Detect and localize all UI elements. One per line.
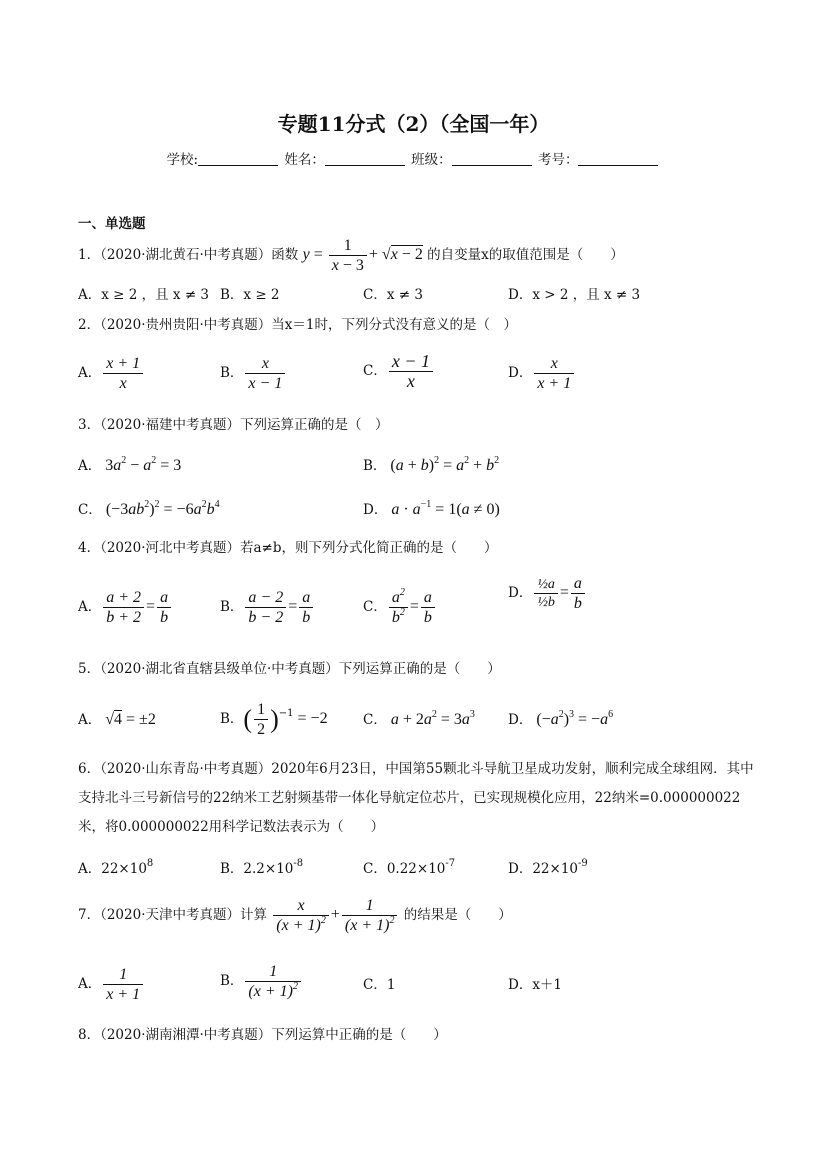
option-b[interactable]: B． $\frac{1}{(x + 1)^2}$ [220,962,303,1001]
question-6 [78,755,758,842]
question-number: 1． [78,247,101,263]
question-number: 4． [78,540,101,556]
school-label: 学校: [166,152,199,168]
question-number: 8． [78,1027,101,1043]
question-1: 1．（2020·湖北黄石·中考真题）函数 y = $\frac{1}{x - 3}$ + √x − 2 的自变量x的取值范围是（ ） [78,237,624,274]
option-d[interactable]: D． $a \cdot a^{-1} = 1(a \ne 0)$ [363,499,500,518]
question-stem: （2020·福建中考真题）下列运算正确的是（ ） [100,417,389,433]
section-heading: 一、单选题 [78,216,146,232]
option-c[interactable]: C．$0.22\times 10^{-7}$ [363,858,456,877]
option-c[interactable]: C． $\frac{a^2}{b^2}$ = $\frac{a}{b}$ [363,588,437,627]
question-number: 5． [78,661,101,677]
class-label: 班级： [411,152,452,168]
question-4 [78,539,498,557]
option-a[interactable]: A．x ≥ 2 ，且 x ≠ 3 [78,287,210,303]
option-d[interactable]: D．x > 2 ，且 x ≠ 3 [508,287,641,303]
option-a[interactable]: A． √4 = ±2 [78,711,156,728]
question-stem: 的自变量x的取值范围是（ ） [427,247,624,263]
option-d[interactable]: D． $\frac{x}{x + 1}$ [508,354,576,393]
exam-no-field[interactable] [578,152,658,166]
option-b[interactable]: B．( $\frac{1}{2}$ )$^{-1}$ = −2 [220,701,328,738]
question-stem: （2020·湖北省直辖县级单位·中考真题）下列运算正确的是（ ） [100,661,501,677]
school-field[interactable] [198,152,278,166]
option-a[interactable]: A． $\frac{x + 1}{x}$ [78,354,145,393]
question-number: 3． [78,417,101,433]
option-a[interactable]: A．$22\times 10^8$ [78,858,154,877]
question-5 [78,660,501,678]
question-number: 2． [78,317,101,333]
option-d[interactable]: D．x＋1 [508,977,563,993]
question-stem: （2020·山东青岛·中考真题）2020年6月23日，中国第55颗北斗导航卫星成功发射，顺利完成全球组网．其中支持北斗三号新信号的22纳米工艺射频基带一体化导航定位芯片，已实现规模化应用，22纳米=0.000000022米，将0.000000022用科学记数法表示为（ ） [78,761,754,835]
question-number: 7． [78,907,101,923]
question-stem: 的结果是（ ） [403,907,512,923]
option-c[interactable]: C． $a + 2a^2 = 3a^3$ [363,709,475,728]
question-7: 7．（2020·天津中考真题）计算 $\frac{x}{(x + 1)^2}$ + $\frac{1}{(x + 1)^2}$ 的结果是（ ） [78,897,512,934]
name-label: 姓名： [284,152,325,168]
option-a[interactable]: A． $\frac{a + 2}{b + 2}$ = $\frac{a}{b}$ [78,588,173,627]
option-a[interactable]: A． $\frac{1}{x + 1}$ [78,965,145,1004]
student-info-line [0,148,827,168]
option-c[interactable]: C． $(-3ab^2)^2 = -6a^2b^4$ [78,499,220,518]
question-stem: （2020·湖南湘潭·中考真题）下列运算中正确的是（ ） [100,1027,447,1043]
question-8 [78,1026,447,1044]
question-stem: （2020·贵州贵阳·中考真题）当x＝1时，下列分式没有意义的是（ ） [100,317,517,333]
question-number: 6． [78,761,101,777]
option-d[interactable]: D． $(-a^2)^3 = -a^6$ [508,709,614,728]
option-d[interactable]: D．$22\times 10^{-9}$ [508,858,588,877]
option-d[interactable]: D． $\frac{\text{½a}}{\text{½b}}$ = $\frac{a}{b}$ [508,574,587,613]
option-a[interactable]: A． $3a^2 - a^2 = 3$ [78,455,182,474]
option-b[interactable]: B． $\frac{x}{x - 1}$ [220,354,287,393]
option-b[interactable]: B．x ≥ 2 [220,287,280,303]
option-c[interactable]: C．1 [363,977,396,993]
page-title: 专题11分式（2）（全国一年） [277,112,550,136]
question-stem: （2020·河北中考真题）若a≠b，则下列分式化简正确的是（ ） [100,540,498,556]
question-stem: （2020·天津中考真题）计算 [100,907,267,923]
option-b[interactable]: B． $\frac{a - 2}{b - 2}$ = $\frac{a}{b}$ [220,588,315,627]
option-c[interactable]: C．x ≠ 3 [363,287,423,303]
class-field[interactable] [452,152,532,166]
question-stem: （2020·湖北黄石·中考真题）函数 [100,247,299,263]
option-b[interactable]: B． $(a + b)^2 = a^2 + b^2$ [363,455,500,474]
question-2 [78,316,517,334]
exam-no-label: 考号： [537,152,579,168]
question-3 [78,416,389,434]
option-c[interactable]: C． $\frac{x - 1}{x}$ [363,352,435,391]
option-b[interactable]: B．$2.2\times 10^{-8}$ [220,858,304,877]
name-field[interactable] [325,152,405,166]
